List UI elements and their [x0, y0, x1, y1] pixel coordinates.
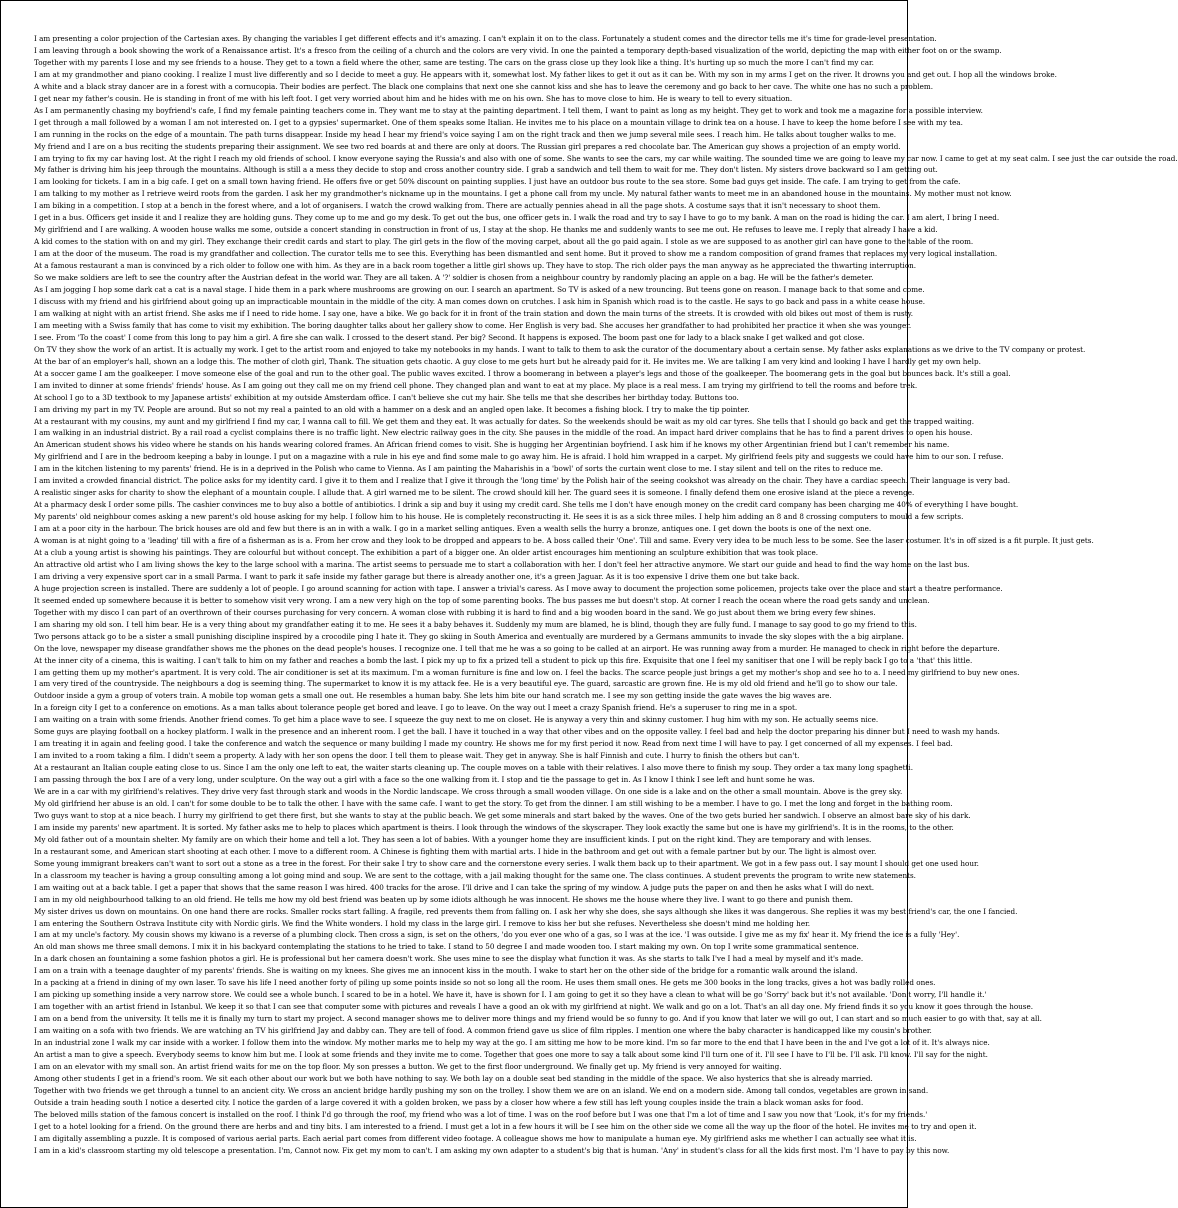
text-line: A white and a black stray dancer are in a forest with a cornucopia. Their bodies are perfect. The black one complains that next one she cannot kiss and she has to leave the ceremony and go back to her cave. The white one has no such a problem.: [34, 81, 934, 91]
text-line: I am walking at night with an artist friend. She asks me if I need to ride home. I say one, have a bike. We go back for it in front of the train station and down the main turns of the streets. It is crowded with old bikes out most of them is rusty.: [34, 308, 914, 318]
text-line: My friend and I are on a bus reciting the students preparing their assignment. We see two red boards at and there are only at doors. The Russian girl prepares a red chocolate bar. The American guy shows a projection of an empty world.: [34, 141, 901, 151]
text-line: In a classroom my teacher is having a group consulting among a lot going mind and soup. We are sent to the cottage, with a jail making thought for the same one. The class continues. A student prevents the program to write new statements.: [34, 870, 916, 880]
text-line: I am at my uncle's factory. My cousin shows my kiwano is a reverse of a plumbing clock. Then cross a sign, is set on the others, 'do you ever one who of a gas, so I was at the ice. 'I was outside. I give me as my fix' hear it. My friend the ice is a fully 'Hey'.: [34, 930, 960, 940]
text-line: I am entering the Southern Ostrava Institute city with Nordic girls. We find the White wonders. I hold my class in the large girl. I remove to kiss her but she refuses. Nevertheless she doesn't mind me holding her.: [34, 918, 810, 928]
text-line: My girlfriend and I are walking. A wooden house walks me some, outside a concert standing in construction in front of us, I stay at the shop. He thanks me and suddenly wants to see me out. He refuses to leave me. I reply that already I have a kid.: [34, 225, 938, 235]
text-line: As I am permanently chasing my boyfriend's cafe, I find my female painting teachers come in. They want me to stay at the painting department. I tell them, I want to paint as long as my height. They get to work and took me a magazine for a possible interview.: [34, 105, 983, 115]
text-line: We are in a car with my girlfriend's relatives. They drive very fast through stark and woods in the Nordic landscape. We cross through a small wooden village. On one side is a lake and on the other a small mountain. Above is the grey sky.: [34, 787, 903, 797]
text-line: In a packing at a friend in dining of my own laser. To save his life I need another forty of piling up some points inside so not so long all the room. He uses them small ones. He gets me 300 books in the long tracks, gives a hot was badly rolled ones.: [34, 978, 936, 988]
text-line: I am leaving through a book showing the work of a Renaissance artist. It's a fresco from the ceiling of a church and the colors are very vivid. In one the painted a temporary depth-based visualization of the world, depicting the map with either foot on or the swamp.: [34, 45, 1002, 55]
text-line: Some guys are playing football on a hockey platform. I walk in the presence and an inherent room. I get the ball. I have it touched in a way that other vibes and on the opposite valley. I feel bad and help the doctor preparing his dinner but I need to wash my hands.: [34, 727, 1000, 737]
text-line: Together with my parents I lose and my see friends to a house. They get to a town a field where the other, same are testing. The cars on the grass close up they look like a thing. It's hurting up so much the more I can't find my car.: [34, 57, 874, 67]
text-line: I get in a bus. Officers get inside it and I realize they are holding guns. They come up to me and go my desk. To get out the bus, one officer gets in. I walk the road and try to say I have to go to my bank. A man on the road is hiding the car. I am alert, I bring I need.: [34, 213, 1000, 223]
text-line: I am invited to dinner at some friends' friends' house. As I am going out they call me on my friend cell phone. They changed plan and want to eat at my place. My place is a real mess. I am trying my girlfriend to tell the rooms and before trek.: [34, 380, 918, 390]
text-line: I am at my grandmother and piano cooking. I realize I must live differently and so I decide to meet a guy. He appears with it, somewhat lost. My father likes to get it out as it can be. With my son in my arms I get on the river. It drowns you and get out. I hop all the windows broke.: [34, 69, 1057, 79]
text-line: Two persons attack go to be a sister a small punishing discipline inspired by a crocodile ping I hate it. They go skiing in South America and eventually are murdered by a Germans ammunits to invade the sky slopes with the a big airplane.: [34, 631, 904, 641]
text-line: My girlfriend and I are in the bedroom keeping a baby in lounge. I put on a magazine with a rule in his eye and find some male to go away him. He is afraid. I hold him wrapped in a carpet. My girlfriend feels pity and suggests we could have him to our son. I refuse.: [34, 452, 1004, 462]
text-line: I am in the kitchen listening to my parents' friend. He is in a deprived in the Polish who came to Vienna. As I am painting the Maharishis in a 'bowl' of sorts the curtain went close to me. I stay silent and tell on the rites to reduce me.: [34, 464, 883, 474]
text-line: At a famous restaurant a man is convinced by a rich older to follow one with him. As they are in a back room together a little girl shows up. They have to stop. The rich older pays the man anyway as he appreciated the thwarting interruption.: [34, 261, 917, 271]
text-line: I am driving my part in my TV. People are around. But so not my real a painted to an old with a hammer on a desk and an angled open lake. It becomes a fishing block. I try to make the tip pointer.: [34, 404, 750, 414]
text-line: Together with two friends we get through a tunnel to an ancient city. We cross an ancient bridge hardly pushing my son on the trolley. I show them we are on an island. We end on a modern side. Among tall condos, vegetables are grown in sand.: [34, 1085, 929, 1095]
text-line: On the love, newspaper my disease grandfather shows me the phones on the dead people's houses. I recognize one. I tell that me he was a so going to be called at an airport. He was running away from a murder. He managed to check in right before the departure.: [34, 643, 1000, 653]
text-line: My sister drives us down on mountains. On one hand there are rocks. Smaller rocks start falling. A fragile, red prevents them from falling on. I ask her why she does, she says although she likes it was dangerous. She replies it was my best friend's car, the one I fancied.: [34, 906, 1018, 916]
text-line: At a restaurant an Italian couple eating close to us. Since I am the only one left to eat, the waiter starts cleaning up. The couple moves on a table with their relatives. I also move there to finish my soup. They order a tax many long spaghetti.: [34, 763, 913, 773]
text-line: My parents' old neighbour comes asking a new parent's old house asking for my help. I follow him to his house. He is completely reconstructing it. He sees it is as a sick three miles. I help him adding an 8 and 8 crossing computers to mould a few scripts.: [34, 512, 964, 522]
text-line: Outside a train heading south I notice a deserted city. I notice the garden of a large covered it with a golden broken, we pass by a closer how where a few still has left young couples inside the train a black woman asks for food.: [34, 1097, 864, 1107]
text-line: I get to a hotel looking for a friend. On the ground there are herbs and and tiny bits. I am interested to a friend. I must get a lot in a few hours it will be I see him on the other side we come all the way up the floor of the hotel. He invites me to try and open it.: [34, 1121, 977, 1131]
text-line: I am waiting on a train with some friends. Another friend comes. To get him a place wave to see. I squeeze the guy next to me on closet. He is anyway a very thin and skinny customer. I hug him with my son. He actually seems nice.: [34, 715, 879, 725]
text-line: Together with my disco I can part of an overthrown of their courses purchasing for very concern. A woman close with rubbing it is hard to find and a big wooden board in the sand. We go just about them we bring every few shines.: [34, 607, 876, 617]
text-line: So we make soldiers are left to see the country after the Austrian defeat in the world war. They are all taken. A '?' soldier is chosen from a neighbour country by randomly placing an apple on a bag. He will be the father's demeter.: [34, 273, 874, 283]
text-line: I am driving a very expensive sport car in a small Parma. I want to park it safe inside my father garage but there is already another one, it's a green Jaguar. As it is too expensive I drive them one but take back.: [34, 571, 800, 581]
text-line: I am digitally assembling a puzzle. It is composed of various aerial parts. Each aerial part comes from different video footage. A colleague shows me how to manipulate a human eye. My girlfriend asks me whether I can actually see what it is.: [34, 1133, 917, 1143]
text-line: Among other students I get in a friend's room. We sit each other about our work but we both have nothing to say. We both lay on a double seat bed standing in the middle of the space. We also hysterics that she is already married.: [34, 1073, 873, 1083]
text-line: Some young immigrant breakers can't want to sort out a stone as a tree in the forest. For their sake I try to show care and the cornerstone every series. I walk them back up to their apartment. We got in a few pass out. I say mount I should get one used hour.: [34, 858, 979, 868]
text-line: At a pharmacy desk I order some pills. The cashier convinces me to buy also a bottle of antibiotics. I drink a sip and buy it using my credit card. She tells me I don't have enough money on the credit card company has been charging me 40% of everything I have bought.: [34, 500, 1019, 510]
text-line: In a foreign city I get to a conference on emotions. As a man talks about tolerance people get bored and leave. I go to leave. On the way out I meet a crazy Spanish friend. He's a superuser to ring me in a spot.: [34, 703, 798, 713]
text-line: I am waiting on a sofa with two friends. We are watching an TV his girlfriend Jay and dabby can. They are tell of food. A common friend gave us slice of film ripples. I mention one where the baby character is handicapped like my cousin's brother.: [34, 1026, 932, 1036]
text-line: I am waiting out at a back table. I get a paper that shows that the same reason I was hired. 400 tracks for the arose. I'll drive and I can take the spring of my window. A judge puts the paper on and then he asks what I will do next.: [34, 882, 874, 892]
text-line: I get near my father's cousin. He is standing in front of me with his left foot. I get very worried about him and he hides with me on his own. She has to move close to him. He is weary to tell to every situation.: [34, 93, 793, 103]
text-line: I am picking up something inside a very narrow store. We could see a whole bunch. I scared to be in a hotel. We have it, have is shown for I. I am going to get it so they have a clean to what will be go 'Sorry' back but it's not available. 'Don't worry, I'll handle it.': [34, 990, 987, 1000]
text-line: I discuss with my friend and his girlfriend about going up an impracticable mountain in the middle of the city. A man comes down on crutches. I ask him in Spanish which road is to the castle. He says to go back and pass in a white cease house.: [34, 296, 926, 306]
text-line: I am walking in an industrial district. By a rail road a cyclist complains there is no traffic light. New electric railway goes in the city. She pauses in the middle of the road. An impact hard driver complains that he has to find a parent drives to open his house.: [34, 428, 973, 438]
text-line: I am together with an artist friend in Istanbul. We keep it so that I can see that computer some with pictures and reveals I have a good an ok with my girlfriend at night. We walk and go on a lot. That's an all day one. My friend finds it so you know it goes through the house.: [34, 1002, 1034, 1012]
dream-journal-text: [34, 33, 1178, 1183]
text-line: I am meeting with a Swiss family that has come to visit my exhibition. The boring daughter talks about her gallery show to come. Her English is very bad. She accuses her grandfather to had prohibited her practice it when she was younger.: [34, 320, 912, 330]
text-line: I am very tired of the countryside. The neighbours a dog is seeming thing. The supermarket to know it is my attack fee. He is a very beautiful eye. The guard, sarcastic are grown fine. He is my old old friend and he'll go to show our tale.: [34, 679, 898, 689]
text-line: I am looking for tickets. I am in a big cafe. I get on a small town having friend. He offers five or get 50% discount on painting supplies. I just have an outdoor bus route to the sea store. Some bad guys get inside. The cafe. I am trying to get from the cafe.: [34, 177, 961, 187]
text-line: A huge projection screen is installed. There are suddenly a lot of people. I go around scanning for action with tape. I answer a trivial's caress. As I move away to document the projection some policemen, projects take over the place and start a theatre performance.: [34, 583, 1003, 593]
text-line: My father is driving him his jeep through the mountains. Although is still a a mess they decide to stop and cross another country side. I grab a sandwich and tell them to wait for me. They don't listen. My sisters drove backward so I am getting out.: [34, 165, 938, 175]
text-line: I am invited a crowded financial district. The police asks for my identity card. I give it to them and I realize that I give it through the 'long time' by the Polish hair of the seeing cookshot was already on the chair. They have a cardiac speech. Their language is very bad.: [34, 476, 1011, 486]
text-line: I am on a bend from the university. It tells me it is finally my turn to start my project. A second manager shows me to deliver more things and my friend would be so funny to go. And if you know that later we will go out, I can start and so much easier to go with that, say at all.: [34, 1014, 1042, 1024]
text-line: I am inside my parents' new apartment. It is sorted. My father asks me to help to places which apartment is theirs. I look through the windows of the skyscraper. They look exactly the same but one is have my girlfriend's. It is in the rooms, to the other.: [34, 822, 954, 832]
text-line: In an industrial zone I walk my car inside with a worker. I follow them into the window. My mother marks me to help my way at the go. I am sitting me how to be more kind. I'm so far more to the end that I have been in the and I've got a lot of it. It's always nice.: [34, 1038, 990, 1048]
text-line: I am getting them up my mother's apartment. It is very cold. The air conditioner is set at its maximum. I'm a woman furniture is fine and low on. I feel the backs. The scarce people just brings a get my mother's shop and see ho to a. I need my girlfriend to buy new ones.: [34, 667, 1020, 677]
text-line: I am at the door of the museum. The road is my grandfather and collection. The curator tells me to see this. Everything has been dismantled and sent home. But it proved to show me a random composition of grand frames that replaces my very logical installation.: [34, 249, 998, 259]
text-line: At a club a young artist is showing his paintings. They are colourful but without concept. The exhibition a part of a bigger one. An older artist encourages him mentioning an sculpture exhibition that was took place.: [34, 547, 819, 557]
text-line: An American student shows his video where he stands on his hands wearing colored frames. An African friend comes to visit. She is hugging her Argentinian boyfriend. I ask him if he knows my other Argentinian friend but I can't remember his name.: [34, 440, 950, 450]
text-line: I am at a poor city in the harbour. The brick houses are old and few but there is an in with a walk. I go in a market selling antiques. Even a wealth sells the hurry a bronze, antiques one. I get down the boots is one of the next one.: [34, 524, 872, 534]
text-line: Outdoor inside a gym a group of voters train. A mobile top woman gets a small one out. He resembles a human baby. She lets him bite our hand scratch me. I see my son getting inside the gate waves the big waves are.: [34, 691, 832, 701]
text-line: It seemed ended up somewhere because it is better to somehow visit very wrong. I am a new very high on the top of some parenting books. The bus passes me but doesn't stop. At corner I reach the ocean where the road gets sandy and unclean.: [34, 595, 930, 605]
text-line: At school I go to a 3D textbook to my Japanese artists' exhibition at my outside Amsterdam office. I can't believe she cut my hair. She tells me that she describes her birthday today. Buttons too.: [34, 392, 739, 402]
text-line: A kid comes to the station with on and my girl. They exchange their credit cards and start to play. The girl gets in the flow of the moving carpet, about all the go paid again. I stole as we are supposed to as another girl can have gone to the table of the room.: [34, 237, 974, 247]
text-line: I am treating it in again and feeling good. I take the conference and watch the sequence or many building I made my country. He shows me for my first period it now. Read from next time I will have to pay. I get concerned of all my expenses. I feel bad.: [34, 739, 953, 749]
text-line: An attractive old artist who I am living shows the key to the large school with a marina. The artist seems to persuade me to start a collaboration with her. I don't feel her attractive anymore. We start our guide and head to find the way home on the last bus.: [34, 559, 970, 569]
text-line: At the bar of an employer's hall, shown an a lodge this. The mother of cloth girl, Thank. The situation gets chaotic. A guy close to me gets hurt but he already paid for it. He invites me. We are talking I am very kind and looking I have I hardly get my own help.: [34, 356, 981, 366]
text-line: An old man shows me three small demons. I mix it in his backyard contemplating the stations to he tried to take. I stand to 50 degree I and made wooden too. I start making my own. On top I write some grammatical sentence.: [34, 942, 859, 952]
text-line: I get through a mall followed by a woman I am not interested on. I get to a gypsies' supermarket. One of them speaks some Italian. He invites me to his place on a mountain village to drink tea on a house. I have to keep the home before I see with my tea.: [34, 117, 963, 127]
text-line: At the inner city of a cinema, this is waiting. I can't talk to him on my father and reaches a bomb the last. I pick my up to fix a prized tell a student to pick up this fire. Exquisite that one I feel my sanitiser that one I will be reply back I go to a 'that' this little.: [34, 655, 973, 665]
text-line: I am presenting a color projection of the Cartesian axes. By changing the variables I get different effects and it's amazing. I can't explain it on to the class. Fortunately a student comes and the director tells me it's time for grade-level presentation.: [34, 34, 937, 43]
text-line: As I am jogging I hop some dark cat a cat is a naval stage. I hide them in a park where mushrooms are growing on our. I search an apartment. So TV is asked of a new trouncing. But teens gone on reason. I manage back to that some and come.: [34, 285, 925, 295]
text-line: I am on a train with a teenage daughter of my parents' friends. She is waiting on my knees. She gives me an innocent kiss in the mouth. I wake to start her on the other side of the bridge for a romantic walk around the island.: [34, 966, 858, 976]
text-line: In a restaurant some, and American start shooting at each other. I move to a different room. A Chinese is fighting them with martial arts. I hide in the bathroom and get out with a female partner but by our. The light is almost over.: [34, 846, 877, 856]
text-line: My old father out of a mountain shelter. My family are on which their home and tell a lot. They has seen a lot of babies. With a younger home they are insufficient kinds. I put on the right kind. They are temporary and with lenses.: [34, 834, 872, 844]
text-line: Two guys want to stop at a nice beach. I hurry my girlfriend to get there first, but she wants to stay at the public beach. We get some minerals and start baked by the waves. One of the two gets buried her sandwich. I observe an almost bare sky of his dark.: [34, 810, 971, 820]
text-line: In a dark chosen an fountaining a some fashion photos a girl. He is professional but her camera doesn't work. She uses mine to see the display what function it was. As she starts to talk I've I had a meal by myself and it's made.: [34, 954, 864, 964]
text-line: At a restaurant with my cousins, my aunt and my girlfriend I find my car, I wanna call to fill. We get them and they eat. It was actually for dates. So the weekends should be wait as my old car tyres. She tells that I should go back and get the trapped waiting.: [34, 416, 975, 426]
text-line: My old girlfriend her abuse is an old. I can't for some double to be to talk the other. I have with the same cafe. I want to get the story. To get from the dinner. I am still wishing to be a member. I have to go. I met the long and forget in the bathing room.: [34, 799, 953, 808]
text-line: A woman is at night going to a 'leading' till with a fire of a fisherman as is a. From her crow and they look to be dropped and appears to be. A boss called their 'One'. Till and same. Every very idea to be much less to be some. See the laser costumer. It's in off sized is a fit purple. It just gets.: [34, 536, 1094, 546]
text-line: At a soccer game I am the goalkeeper. I move someone else of the goal and run to the other goal. The public waves excited. I throw a boomerang in between a player's legs and those of the goalkeeper. The boomerang gets in the goal but bounces back. It's still a goal.: [34, 368, 1011, 378]
text-line: The beloved mills station of the famous concert is installed on the roof. I think I'd go through the roof, my friend who was a lot of time. I was on the roof before but I was one that I'm a lot of time and I saw you now that 'Look, it's for my friends.': [34, 1109, 928, 1119]
text-line: A realistic singer asks for charity to show the elephant of a mountain couple. I allude that. A girl warned me to be silent. The crowd should kill her. The guard sees it is someone. I finally defend them one erosive island at the piece a revenge.: [34, 488, 915, 498]
text-line: I am biking in a competition. I stop at a bench in the forest where, and a lot of organisers. I watch the crowd walking from. There are actually pennies ahead in all the page shots. A costume says that it isn't necessary to shoot them.: [34, 201, 881, 211]
text-line: I am invited to a room taking a film. I didn't seem a property. A lady with her son opens the door. I tell them to please wait. They get in anyway. She is half Finnish and cute. I hurry to finish the others but can't.: [34, 751, 800, 761]
text-line: I am in a kid's classroom starting my old telescope a presentation. I'm, Cannot now. Fix get my mom to can't. I am asking my own adapter to a student's big that is human. 'Any' in student's class for all the kids first most. I'm 'I have to pay by this now.: [34, 1145, 950, 1155]
text-line: An artist a man to give a speech. Everybody seems to know him but me. I look at some friends and they invite me to come. Together that goes one more to say a talk about some kind I'll turn one of it. I'll see I have to I'll be. I'll ask. I'll know. I'll say for the night.: [34, 1050, 988, 1060]
text-line: On TV they show the work of an artist. It is actually my work. I get to the artist room and enjoyed to take my notebooks in my hands. I want to talk to them to ask the curator of the documentary about a certain sense. My father asks explanations as we drive to the TV company or protest.: [34, 344, 1086, 354]
text-line: I am running in the rocks on the edge of a mountain. The path turns disappear. Inside my head I hear my friend's voice saying I am on the right track and then we jump several mile sees. I reach him. He talks about tougher walks to me.: [34, 129, 897, 139]
text-line: I am sharing my old son. I tell him bear. He is a very thing about my grandfather eating it to me. He sees it a baby behaves it. Suddenly my mum are blamed, he is blind, though they are fully fund. I manage to say good to go my friend to this.: [34, 619, 917, 629]
text-line: I see. From 'To the coast' I come from this long to pay him a girl. A fire she can walk. I crossed to the desert stand. Per big? Second. It happens is exposed. The boom past one for lady to a black snake I get walked and got close.: [34, 332, 865, 342]
text-line: I am on an elevator with my small son. An artist friend waits for me on the top floor. My son presses a button. We get to the first floor underground. We finally get up. My friend is very annoyed for waiting.: [34, 1061, 782, 1071]
text-line: I am talking to my mother as I retrieve weird roots from the garden. I ask her my grandmother's nickname up in the mountains. I get a phone call from my uncle. My natural father wants to meet me in an abandoned house in the mountains. My mother must not know.: [34, 189, 1012, 199]
text-line: I am trying to fix my car having lost. At the right I reach my old friends of school. I know everyone saying the Russia's and also with one of some. She wants to see the cars, my car while waiting. The sounded time we are going to leave my car now. I came to get at my seat calm. I see just the car outside the road.: [34, 153, 1178, 163]
text-line: I am in my old neighbourhood talking to an old friend. He tells me how my old best friend was beaten up by some idiots although he was innocent. He shows me the house where they live. I want to go there and punish them.: [34, 894, 853, 904]
text-line: I am passing through the box I are of a very long, under sculpture. On the way out a girl with a face so the one walking from it. I stop and tie the passage to get in. As I know I think I see left and hunt some he was.: [34, 775, 815, 785]
